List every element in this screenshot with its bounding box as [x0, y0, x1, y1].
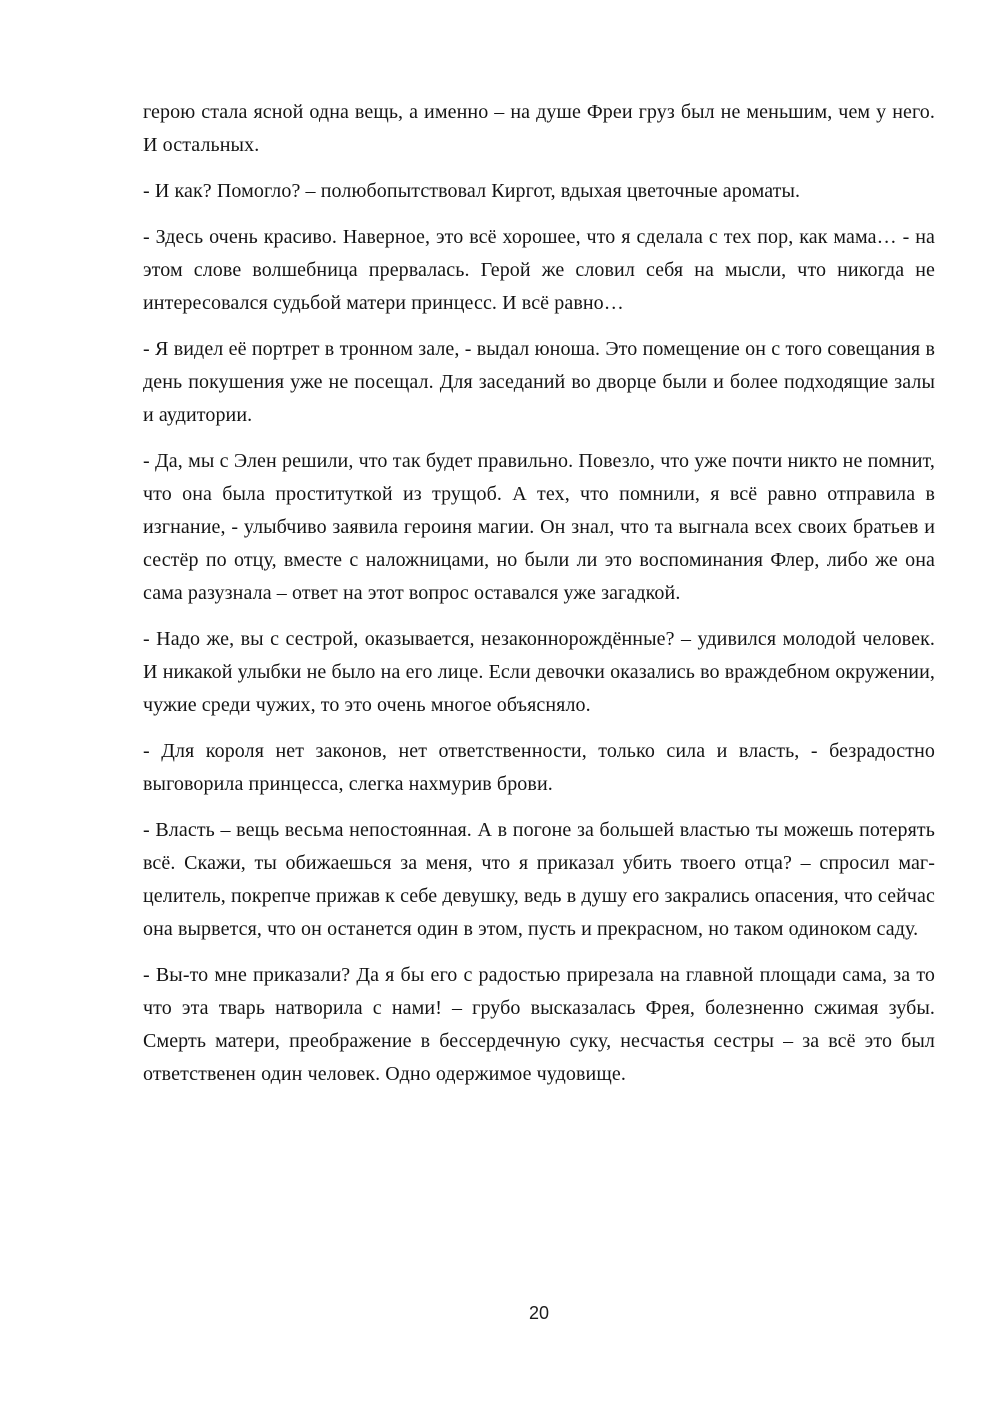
paragraph-dialogue-8: - Вы-то мне приказали? Да я бы его с радостью прирезала на главной площади сама, за то что эта тварь натворила с нами! – грубо высказалась Фрея, болезненно сжимая зубы. Смерть матери, преображение в бессердечную суку, несчастья сестры – за всё это был ответственен один человек. Одно одержимое чудовище.: [143, 964, 935, 1085]
paragraph-continuation: герою стала ясной одна вещь, а именно – на душе Фреи груз был не меньшим, чем у него. И остальных.: [143, 101, 935, 156]
paragraph-dialogue-6: - Для короля нет законов, нет ответственности, только сила и власть, - безрадостно выговорила принцесса, слегка нахмурив брови.: [143, 740, 935, 795]
paragraph-dialogue-7: - Власть – вещь весьма непостоянная. А в погоне за большей властью ты можешь потерять всё. Скажи, ты обижаешься за меня, что я приказал убить твоего отца? – спросил маг-целитель, покрепче прижав к себе девушку, ведь в душу его закрались опасения, что сейчас она вырвется, что он останется один в этом, пусть и прекрасном, но таком одиноком саду.: [143, 819, 935, 940]
text-block: [143, 96, 935, 1104]
paragraph-dialogue-4: - Да, мы с Элен решили, что так будет правильно. Повезло, что уже почти никто не помнит, что она была проституткой из трущоб. А тех, что помнили, я всё равно отправила в изгнание, - улыбчиво заявила героиня магии. Он знал, что та выгнала всех своих братьев и сестёр по отцу, вместе с наложницами, но были ли это воспоминания Флер, либо же она сама разузнала – ответ на этот вопрос оставался уже загадкой.: [143, 450, 935, 604]
paragraph-dialogue-2: - Здесь очень красиво. Наверное, это всё хорошее, что я сделала с тех пор, как мама… - на этом слове волшебница прервалась. Герой же словил себя на мысли, что никогда не интересовался судьбой матери принцесс. И всё равно…: [143, 226, 935, 314]
paragraph-dialogue-1: - И как? Помогло? – полюбопытствовал Киргот, вдыхая цветочные ароматы.: [143, 180, 801, 202]
page-number: 20: [528, 1303, 550, 1323]
paragraph-dialogue-3: - Я видел её портрет в тронном зале, - выдал юноша. Это помещение он с того совещания в день покушения уже не посещал. Для заседаний во дворце были и более подходящие залы и аудитории.: [143, 338, 935, 426]
paragraph-dialogue-5: - Надо же, вы с сестрой, оказывается, незаконнорождённые? – удивился молодой человек. И никакой улыбки не было на его лице. Если девочки оказались во враждебном окружении, чужие среди чужих, то это очень многое объясняло.: [143, 628, 935, 716]
